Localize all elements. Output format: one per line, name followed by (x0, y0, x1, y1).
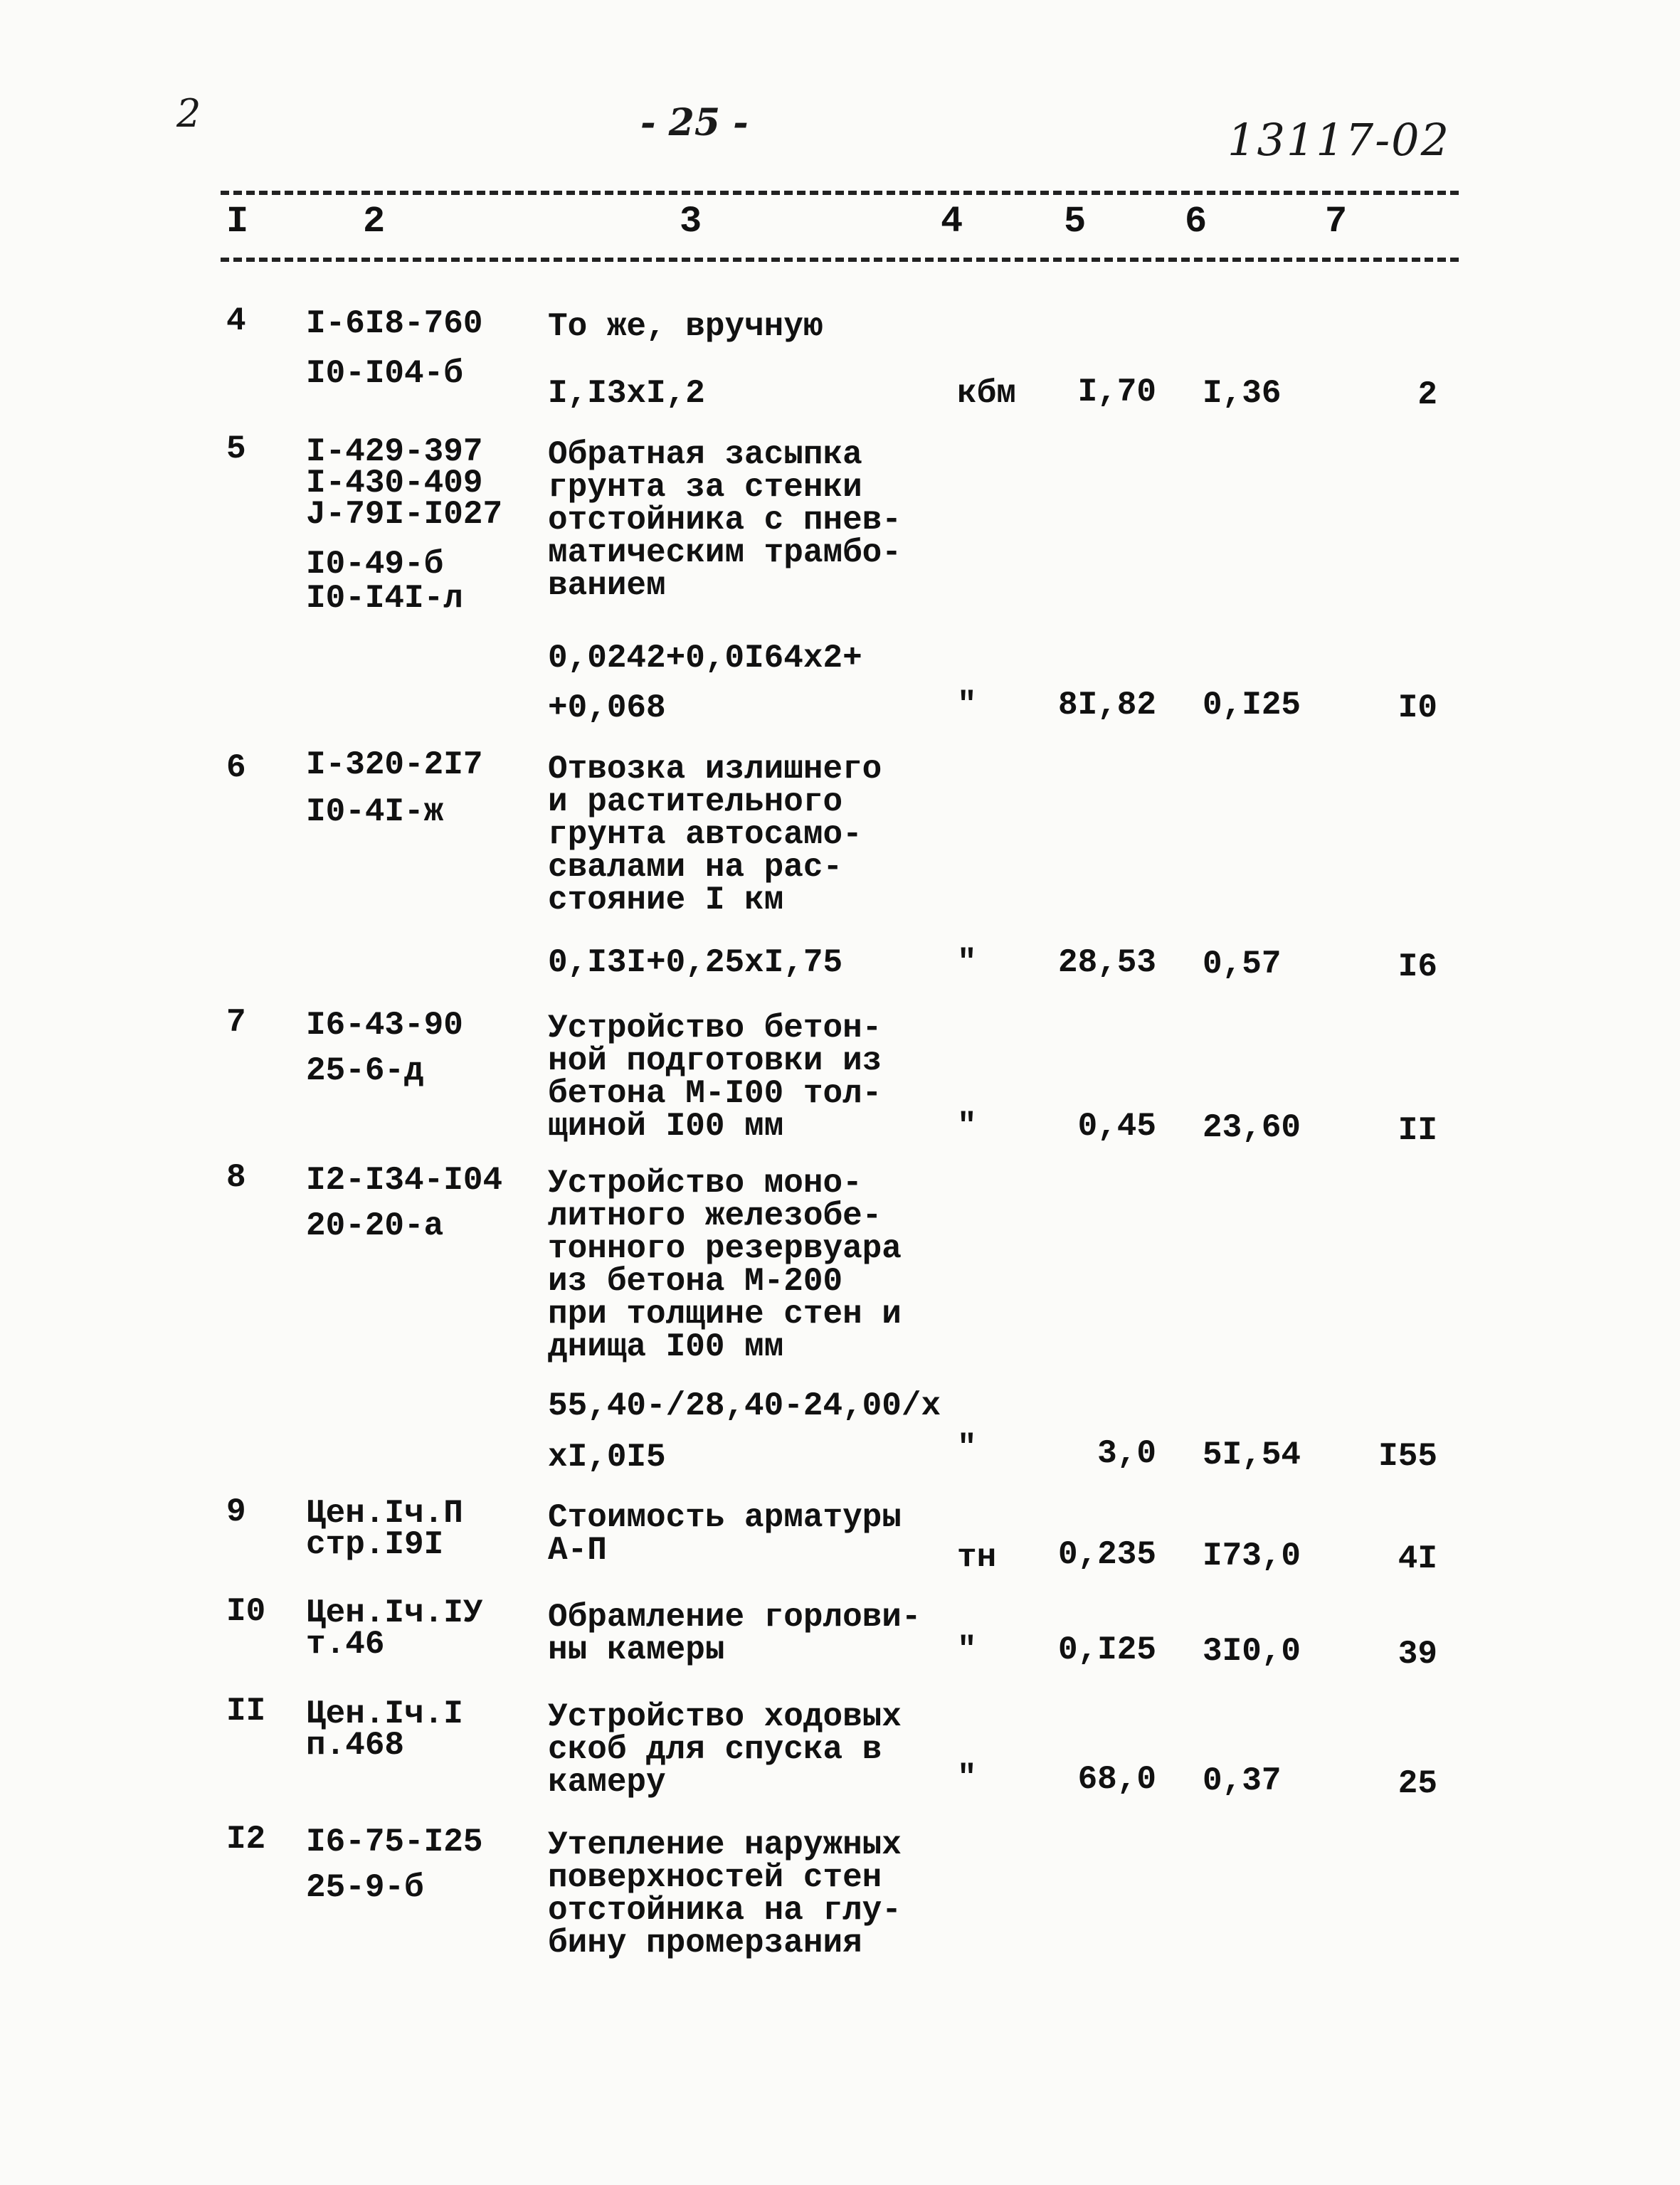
row-total: I55 (1378, 1438, 1437, 1475)
row-code: I-429-397 (306, 433, 483, 470)
row-number: II (226, 1693, 266, 1730)
row-code: Цен.Iч.I (306, 1695, 463, 1732)
row-unit-price: 5I,54 (1203, 1437, 1301, 1474)
row-code: т.46 (306, 1626, 385, 1663)
row-quantity: 0,45 (1077, 1108, 1156, 1145)
row-description: Устройство бетон- ной подготовки из бетона М-I00 тол- щиной I00 мм (548, 1010, 882, 1145)
row-number: 4 (226, 302, 246, 339)
row-code: I-430-409 (306, 465, 483, 502)
row-total: 2 (1417, 376, 1437, 413)
row-number: 5 (226, 430, 246, 467)
column-header-4: 4 (941, 201, 963, 243)
row-code: 25-6-д (306, 1052, 424, 1089)
sheet-number: 2 (176, 91, 201, 136)
row-unit-price: 3I0,0 (1203, 1633, 1301, 1670)
row-code: J-79I-I027 (306, 496, 503, 533)
row-description: Обрамление горлови- ны камеры (548, 1599, 921, 1668)
row-code: 20-20-а (306, 1207, 444, 1244)
row-unit: кбм (957, 375, 1016, 412)
row-code: Цен.Iч.IУ (306, 1594, 483, 1631)
column-header-3: 3 (680, 201, 702, 243)
document-code: 13117-02 (1227, 114, 1451, 166)
row-description: Отвозка излишнего и растительного грунта автосамо- свалами на рас- стояние I км (548, 751, 882, 919)
row-quantity: 3,0 (1097, 1435, 1156, 1472)
row-unit-price: I,36 (1203, 375, 1282, 412)
row-formula: 0,I3I+0,25xI,75 (548, 944, 843, 981)
row-unit-price: 0,I25 (1203, 687, 1301, 724)
row-number: 8 (226, 1159, 246, 1196)
row-unit: " (957, 1429, 977, 1466)
row-formula: 0,0242+0,0I64x2+ +0,068 (548, 640, 862, 726)
column-header-7: 7 (1325, 201, 1348, 243)
row-number: I0 (226, 1593, 266, 1630)
row-formula: I,I3xI,2 (548, 375, 705, 412)
row-code: I6-75-I25 (306, 1824, 483, 1861)
row-code: I0-I4I-л (306, 580, 463, 617)
row-unit: " (957, 1760, 977, 1797)
row-code: 25-9-б (306, 1869, 424, 1906)
row-unit: " (957, 687, 977, 724)
row-code: I6-43-90 (306, 1007, 463, 1044)
row-quantity: 0,I25 (1057, 1631, 1156, 1668)
row-quantity: 0,235 (1057, 1536, 1156, 1573)
row-unit-price: 0,57 (1203, 946, 1282, 983)
row-formula: 55,40-/28,40-24,00/x xI,0I5 (548, 1387, 941, 1476)
row-description: Обратная засыпка грунта за стенки отстойника с пнев- матическим трамбо- ванием (548, 436, 902, 604)
row-number: 9 (226, 1493, 246, 1530)
row-code: I0-I04-б (306, 355, 463, 392)
row-quantity: 68,0 (1077, 1761, 1156, 1798)
row-unit-price: I73,0 (1203, 1538, 1301, 1575)
row-description: Устройство ходовых скоб для спуска в камеру (548, 1698, 902, 1801)
row-total: I0 (1398, 689, 1437, 726)
row-unit-price: 0,37 (1203, 1762, 1282, 1799)
page-number: - 25 - (640, 101, 749, 144)
header-top-rule (221, 191, 1459, 195)
column-header-5: 5 (1064, 201, 1087, 243)
row-code: I-6I8-760 (306, 305, 483, 342)
header-bottom-rule (221, 258, 1459, 262)
row-description: Стоимость арматуры А-П (548, 1499, 902, 1569)
row-total: 25 (1398, 1765, 1437, 1802)
column-header-2: 2 (363, 201, 386, 243)
row-unit: " (957, 1108, 977, 1145)
column-header-1: I (226, 201, 249, 243)
row-total: 4I (1398, 1540, 1437, 1577)
row-unit: " (957, 1631, 977, 1668)
row-number: I2 (226, 1821, 266, 1858)
row-code: I0-4I-ж (306, 793, 444, 830)
row-description: То же, вручную (548, 308, 823, 345)
row-total: II (1398, 1112, 1437, 1149)
row-code: Цен.Iч.П (306, 1495, 463, 1532)
row-number: 6 (226, 749, 246, 786)
row-code: I-320-2I7 (306, 746, 483, 783)
row-total: 39 (1398, 1636, 1437, 1673)
row-code: I0-49-б (306, 546, 444, 583)
row-description: Утепление наружных поверхностей стен отстойника на глу- бину промерзания (548, 1826, 902, 1962)
row-code: I2-I34-I04 (306, 1162, 503, 1199)
row-quantity: I,70 (1077, 374, 1156, 411)
row-code: п.468 (306, 1727, 405, 1764)
row-quantity: 8I,82 (1057, 687, 1156, 724)
row-quantity: 28,53 (1057, 944, 1156, 981)
row-unit: " (957, 944, 977, 981)
row-description: Устройство моно- литного железобе- тонного резервуара из бетона М-200 при толщине стен и днища I00 мм (548, 1165, 902, 1365)
row-number: 7 (226, 1004, 246, 1041)
row-total: I6 (1398, 948, 1437, 985)
row-unit: тн (957, 1539, 997, 1576)
row-code: стр.I9I (306, 1526, 444, 1563)
column-header-6: 6 (1185, 201, 1208, 243)
row-unit-price: 23,60 (1203, 1109, 1301, 1146)
